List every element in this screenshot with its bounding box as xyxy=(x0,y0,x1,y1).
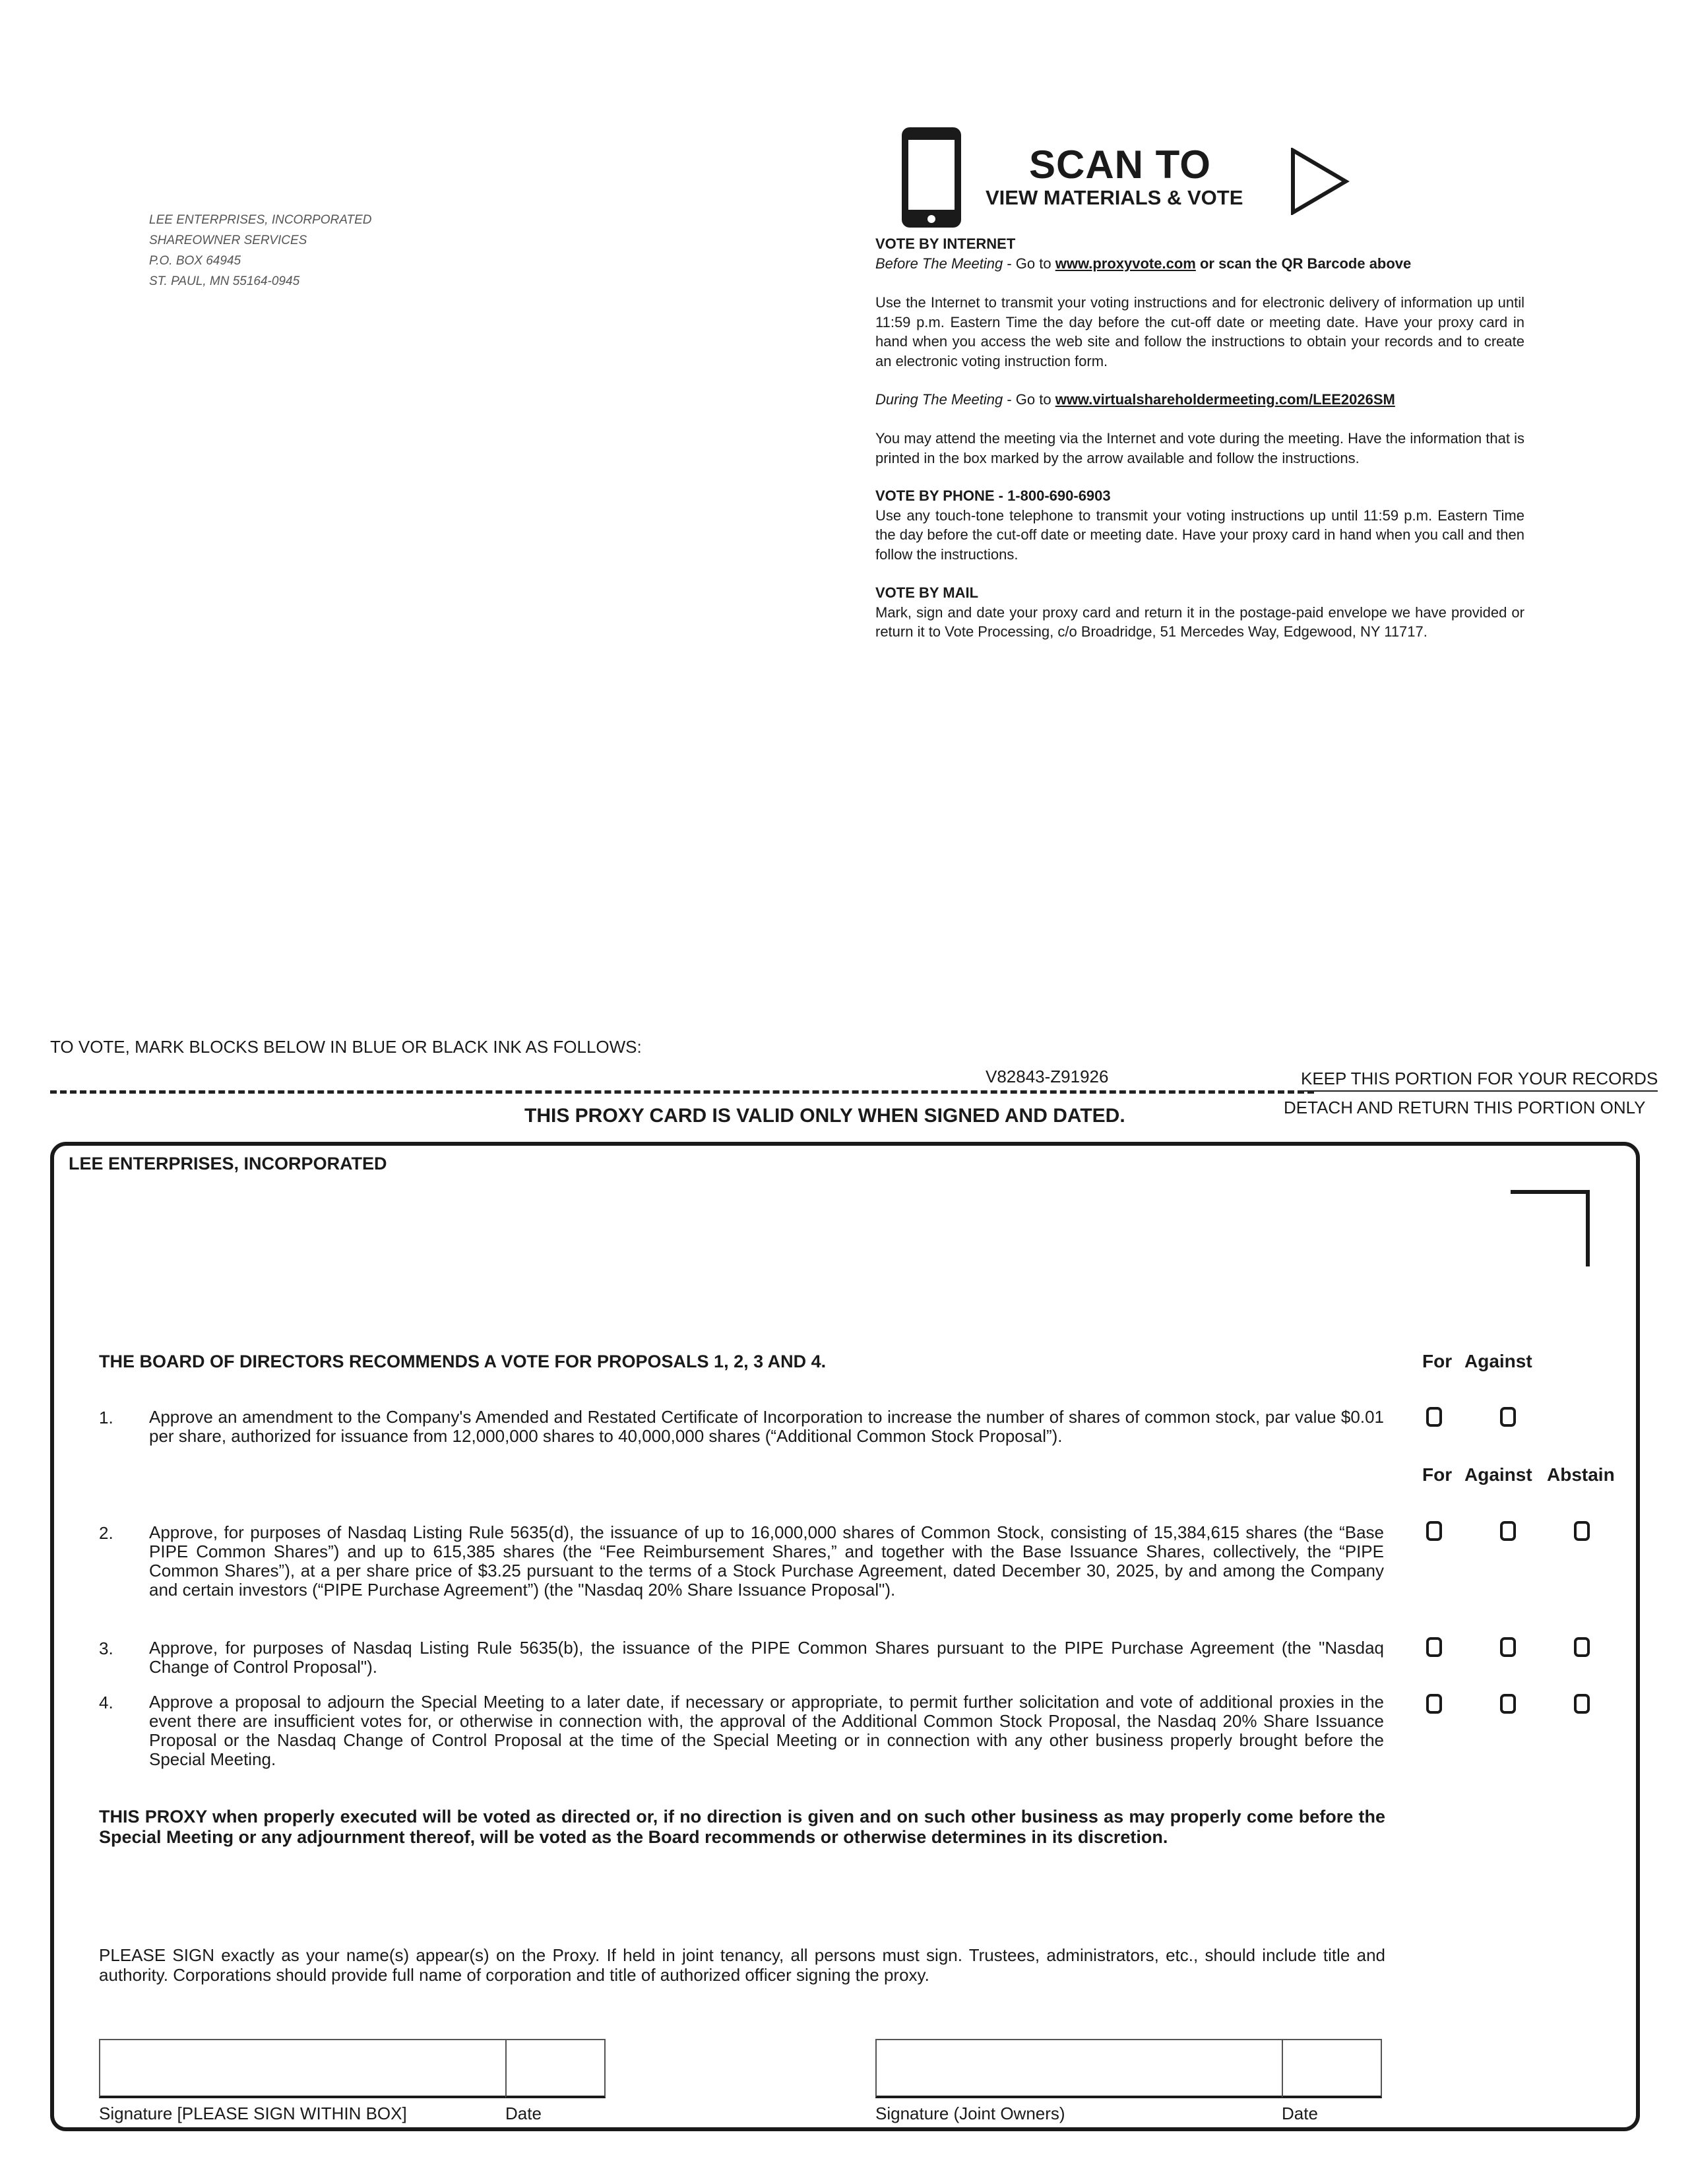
date-label: Date xyxy=(505,2104,542,2123)
proposal-4-abstain-checkbox[interactable] xyxy=(1574,1694,1590,1714)
joint-signature-date-box[interactable] xyxy=(1282,2039,1382,2098)
proposal-text: Approve an amendment to the Company's Amended and Restated Certificate of Incorporation to increase the number of shares of common stock, par value $0.01 per share, authorized for issuance from 12,000,000 shares to 40,000,000 shares (“Additional Common Stock Proposal”). xyxy=(149,1407,1384,1446)
proposal-4-for-checkbox[interactable] xyxy=(1426,1694,1442,1714)
control-number: V82843-Z91926 xyxy=(986,1067,1109,1086)
date-label: Date xyxy=(1282,2104,1318,2123)
mark-instruction: TO VOTE, MARK BLOCKS BELOW IN BLUE OR BLACK INK AS FOLLOWS: xyxy=(50,1037,642,1057)
during-meeting-body: You may attend the meeting via the Internet and vote during the meeting. Have the information that is printed in the box marked by the arrow available and follow the instructions. xyxy=(875,430,1524,466)
signature-label: Signature [PLEASE SIGN WITHIN BOX] xyxy=(99,2104,407,2123)
proposal-1-against-checkbox[interactable] xyxy=(1500,1407,1516,1427)
sender-line: P.O. BOX 64945 xyxy=(149,254,241,268)
during-goto: - Go to xyxy=(1003,391,1055,408)
joint-signature-box[interactable] xyxy=(875,2039,1283,2098)
internet-body: Use the Internet to transmit your voting instructions and for electronic delivery of information up until 11:59 p.m. Eastern Time the day before the cut-off date or meeting date. Have your proxy card in hand when you access the web site and follow the instructions to obtain your records and to create an electronic voting instruction form. xyxy=(875,294,1524,369)
scan-subtitle: VIEW MATERIALS & VOTE xyxy=(986,186,1243,209)
col-for: For xyxy=(1422,1464,1453,1485)
card-company-name: LEE ENTERPRISES, INCORPORATED xyxy=(69,1154,387,1173)
proxyvote-link[interactable]: www.proxyvote.com xyxy=(1055,255,1196,272)
signature-box[interactable] xyxy=(99,2039,507,2098)
sender-line: SHAREOWNER SERVICES xyxy=(149,234,307,247)
detach-line xyxy=(50,1090,1314,1094)
sign-instructions: PLEASE SIGN exactly as your name(s) appear(s) on the Proxy. If held in joint tenancy, all persons must sign. Trustees, administrators, etc., should include title and authority. Corporations should provide full name of corporation and title of authorized officer signing the proxy. xyxy=(99,1945,1385,1985)
proposal-4-against-checkbox[interactable] xyxy=(1500,1694,1516,1714)
vote-phone-heading: VOTE BY PHONE - 1-800-690-6903 xyxy=(875,487,1111,504)
vote-internet-heading: VOTE BY INTERNET xyxy=(875,235,1016,252)
vote-phone-body: Use any touch-tone telephone to transmit your voting instructions up until 11:59 p.m. Eastern Time the day before the cut-off date or meeting date. Have your proxy card in hand when you call and then follow the instructions. xyxy=(875,507,1524,563)
vote-mail-section xyxy=(875,583,1524,642)
vote-mail-heading: VOTE BY MAIL xyxy=(875,584,979,601)
keep-portion-label: KEEP THIS PORTION FOR YOUR RECORDS xyxy=(1301,1069,1658,1092)
col-for: For xyxy=(1422,1351,1453,1371)
corner-mark xyxy=(1511,1190,1590,1266)
proposal-3-for-checkbox[interactable] xyxy=(1426,1637,1442,1657)
proposal-1-for-checkbox[interactable] xyxy=(1426,1407,1442,1427)
proposal-text: Approve a proposal to adjourn the Special Meeting to a later date, if necessary or appropriate, to permit further solicitation and vote of additional proxies in the event there are insufficient votes for, or otherwise in connection with, the approval of the Additional Common Stock Proposal, the Nasdaq 20% Share Issuance Proposal or the Nasdaq Change of Control Proposal at the time of the Special Meeting or in connection with any other business properly brought before the Special Meeting. xyxy=(149,1692,1384,1769)
play-arrow-icon xyxy=(1290,148,1350,215)
proposal-2-for-checkbox[interactable] xyxy=(1426,1521,1442,1541)
board-recommendation: THE BOARD OF DIRECTORS RECOMMENDS A VOTE FOR PROPOSALS 1, 2, 3 AND 4. xyxy=(99,1352,827,1371)
sender-address xyxy=(149,210,372,292)
proposal-3-abstain-checkbox[interactable] xyxy=(1574,1637,1590,1657)
before-suffix: or scan the QR Barcode above xyxy=(1195,255,1412,272)
vote-mail-body: Mark, sign and date your proxy card and return it in the postage-paid envelope we have provided or return it to Vote Processing, c/o Broadridge, 51 Mercedes Way, Edgewood, NY 11717. xyxy=(875,604,1524,640)
scan-title: SCAN TO xyxy=(1029,142,1211,187)
smartphone-icon xyxy=(900,125,963,230)
during-meeting-line xyxy=(875,390,1524,410)
proposal-number: 4. xyxy=(99,1693,113,1712)
vote-internet-section xyxy=(875,234,1524,273)
joint-signature-label: Signature (Joint Owners) xyxy=(875,2104,1065,2123)
before-meeting-line xyxy=(875,254,1524,274)
before-goto: - Go to xyxy=(1003,255,1055,272)
sender-line: ST. PAUL, MN 55164-0945 xyxy=(149,274,300,288)
detach-return-label: DETACH AND RETURN THIS PORTION ONLY xyxy=(1284,1098,1646,1117)
proposal-number: 3. xyxy=(99,1638,113,1658)
valid-notice: THIS PROXY CARD IS VALID ONLY WHEN SIGNED AND DATED. xyxy=(524,1105,1125,1127)
col-against: Against xyxy=(1464,1464,1532,1485)
proposal-text: Approve, for purposes of Nasdaq Listing Rule 5635(d), the issuance of up to 16,000,000 shares of Common Stock, consisting of 15,384,615 shares (the “Base PIPE Common Shares”) and up to 615,385 shares (the “Fee Reimbursement Shares,” and together with the Base Issuance Shares, collectively, the “PIPE Common Shares”), at a per share price of $3.25 pursuant to the terms of a Stock Purchase Agreement, dated December 30, 2025, by and among the Company and certain investors (“PIPE Purchase Agreement”) (the "Nasdaq 20% Share Issuance Proposal"). xyxy=(149,1522,1384,1600)
col-against: Against xyxy=(1464,1351,1532,1371)
proposal-number: 1. xyxy=(99,1408,113,1427)
proxy-note: THIS PROXY when properly executed will be voted as directed or, if no direction is given and on such other business as may properly come before the Special Meeting or any adjournment thereof, will be voted as the Board recommends or otherwise determines in its discretion. xyxy=(99,1807,1385,1847)
vote-phone-section xyxy=(875,486,1524,564)
proposal-2-against-checkbox[interactable] xyxy=(1500,1521,1516,1541)
proposal-text: Approve, for purposes of Nasdaq Listing Rule 5635(b), the issuance of the PIPE Common Shares pursuant to the PIPE Purchase Agreement (the "Nasdaq Change of Control Proposal"). xyxy=(149,1638,1384,1677)
during-meeting-label: During The Meeting xyxy=(875,391,1003,408)
signature-date-box[interactable] xyxy=(505,2039,606,2098)
proposal-2-abstain-checkbox[interactable] xyxy=(1574,1521,1590,1541)
proposal-number: 2. xyxy=(99,1523,113,1543)
proposal-3-against-checkbox[interactable] xyxy=(1500,1637,1516,1657)
virtual-meeting-link[interactable]: www.virtualshareholdermeeting.com/LEE2026SM xyxy=(1055,391,1395,408)
before-meeting-label: Before The Meeting xyxy=(875,255,1003,272)
col-abstain: Abstain xyxy=(1547,1464,1615,1485)
sender-line: LEE ENTERPRISES, INCORPORATED xyxy=(149,213,372,227)
